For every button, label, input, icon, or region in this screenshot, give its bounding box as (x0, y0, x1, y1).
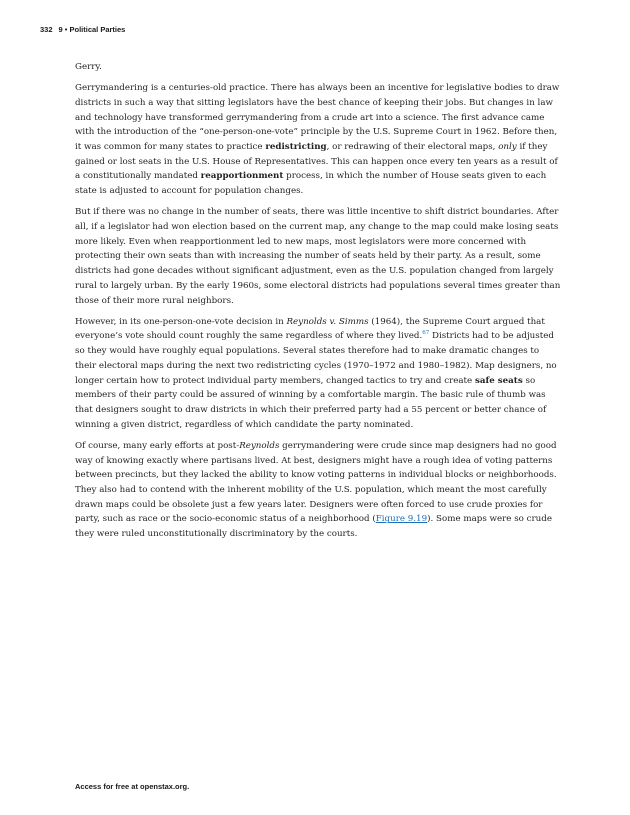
footnote-link[interactable]: 67 (422, 330, 430, 337)
key-term-redistricting: redistricting (265, 142, 327, 153)
emphasis-text: only (498, 142, 517, 153)
paragraph-text: Gerry. (75, 62, 102, 72)
paragraph-text: so members of their party could be assured of winning by a comfortable margin. The basic rule of thumb was that designers sought to draw districts in which their preferred party had a 55 percent or better chance of winning a given district, regardless of which candidate the party nominated. (75, 375, 547, 430)
body-text (75, 60, 562, 548)
paragraph-text: However, in its one-person-one-vote decision in (75, 316, 287, 327)
key-term-safe-seats: safe seats (474, 375, 523, 386)
paragraph-district-boundaries (75, 205, 562, 308)
paragraph-text: , or redrawing of their electoral maps, (326, 142, 499, 153)
paragraph-text: process, in which the number of House seats given to each state is adjusted to account for population changes. (75, 171, 547, 197)
paragraph-text: if they gained or lost seats in the U.S. House of Representatives. This can happen once every ten years as a result of a constitutionally mandated (75, 142, 558, 182)
case-name: Reynolds v. Simms (286, 316, 369, 327)
paragraph-text: Of course, many early efforts at post- (75, 440, 240, 451)
figure-link[interactable]: Figure 9.19 (375, 514, 428, 525)
page-number: 332 (40, 25, 53, 34)
paragraph-text: Gerrymandering is a centuries-old practice. There has always been an incentive for legislative bodies to draw districts in such a way that sitting legislators have the best chance of keeping their jobs. But changes in law and technology have transformed gerrymandering from a crude art into a science. The first advance came with the introduction of the “one-person-one-vote” principle by the U.S. Supreme Court in 1962. Before then, it was common for many states to practice (75, 83, 560, 153)
running-head (40, 25, 125, 34)
paragraph-continuation (75, 60, 562, 75)
chapter-title: 9 • Political Parties (58, 25, 126, 34)
emphasis-text: Reynolds (239, 440, 280, 451)
paragraph-text: Districts had to be adjusted so they would have roughly equal populations. Several states therefore had to make dramatic changes to their electoral maps during the next two redistricting cycles (1970–1972 and 1980–1982). Map designers, no longer certain how to protect individual party members, changed tactics to try and create (75, 331, 557, 386)
page-footer: Access for free at openstax.org. (75, 782, 190, 791)
key-term-reapportionment: reapportionment (200, 171, 284, 182)
paragraph-text: But if there was no change in the number of seats, there was little incentive to shift district boundaries. After all, if a legislator had won election based on the current map, any change to the map could make losing seats more likely. Even when reapportionment led to new maps, most legislators were more concerned with protecting their own seats than with increasing the number of seats held by their party. As a result, some districts had gone decades without significant adjustment, even as the U.S. population changed from largely rural to largely urban. By the early 1960s, some electoral districts had populations several times greater than those of their more rural neighbors. (75, 207, 561, 306)
paragraph-text: (1964), the Supreme Court argued that everyone’s vote should count roughly the same regardless of where they lived. (75, 316, 545, 342)
paragraph-text: ). Some maps were so crude they were ruled unconstitutionally discriminatory by the courts. (75, 514, 552, 540)
paragraph-text: gerrymandering were crude since map designers had no good way of knowing exactly where partisans lived. At best, designers might have a rough idea of voting patterns between precincts, but they lacked the ability to know voting patterns in individual blocks or neighborhoods. They also had to contend with the inherent mobility of the U.S. population, which meant the most carefully drawn maps could be obsolete just a few years later. Designers were often forced to use crude proxies for party, such as race or the socio-economic status of a neighborhood ( (75, 440, 557, 525)
paragraph-gerrymandering-intro (75, 81, 562, 199)
paragraph-one-person-one-vote (75, 315, 562, 433)
paragraph-early-efforts (75, 439, 562, 542)
